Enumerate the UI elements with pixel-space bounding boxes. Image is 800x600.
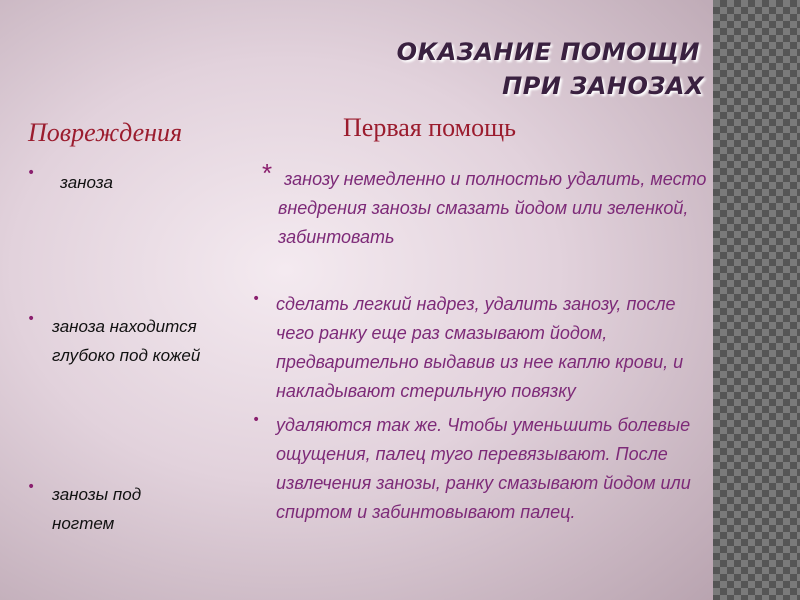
decorative-pattern-strip bbox=[713, 0, 800, 600]
injuries-heading: Повреждения bbox=[28, 118, 183, 147]
bullet-icon: • bbox=[27, 165, 36, 181]
slide-title-line-2: ПРИ ЗАНОЗАХ bbox=[502, 72, 704, 100]
injury-item: заноза bbox=[60, 173, 113, 192]
bullet-icon: • bbox=[252, 412, 261, 428]
first-aid-heading: Первая помощь bbox=[343, 113, 516, 142]
first-aid-item: сделать легкий надрез, удалить занозу, после чего ранку еще раз смазывают йодом, предварительно выдавив из нее каплю крови, и накладывают стерильную повязку bbox=[276, 294, 684, 401]
injury-item: занозы под ногтем bbox=[52, 485, 142, 533]
star-marker-icon: * bbox=[262, 158, 273, 188]
bullet-icon: • bbox=[27, 479, 36, 495]
bullet-icon: • bbox=[27, 311, 36, 327]
injury-item: заноза находится глубоко под кожей bbox=[52, 317, 201, 365]
slide-title-line-1: ОКАЗАНИЕ ПОМОЩИ bbox=[396, 38, 700, 66]
bullet-icon: • bbox=[252, 291, 261, 307]
first-aid-item: занозу немедленно и полностью удалить, место внедрения занозы смазать йодом или зеленкой, забинтовать bbox=[278, 169, 707, 247]
first-aid-item: удаляются так же. Чтобы уменьшить болевые ощущения, палец туго перевязывают. После извлечения занозы, ранку смазывают йодом или спиртом и забинтовывают палец. bbox=[276, 415, 691, 522]
